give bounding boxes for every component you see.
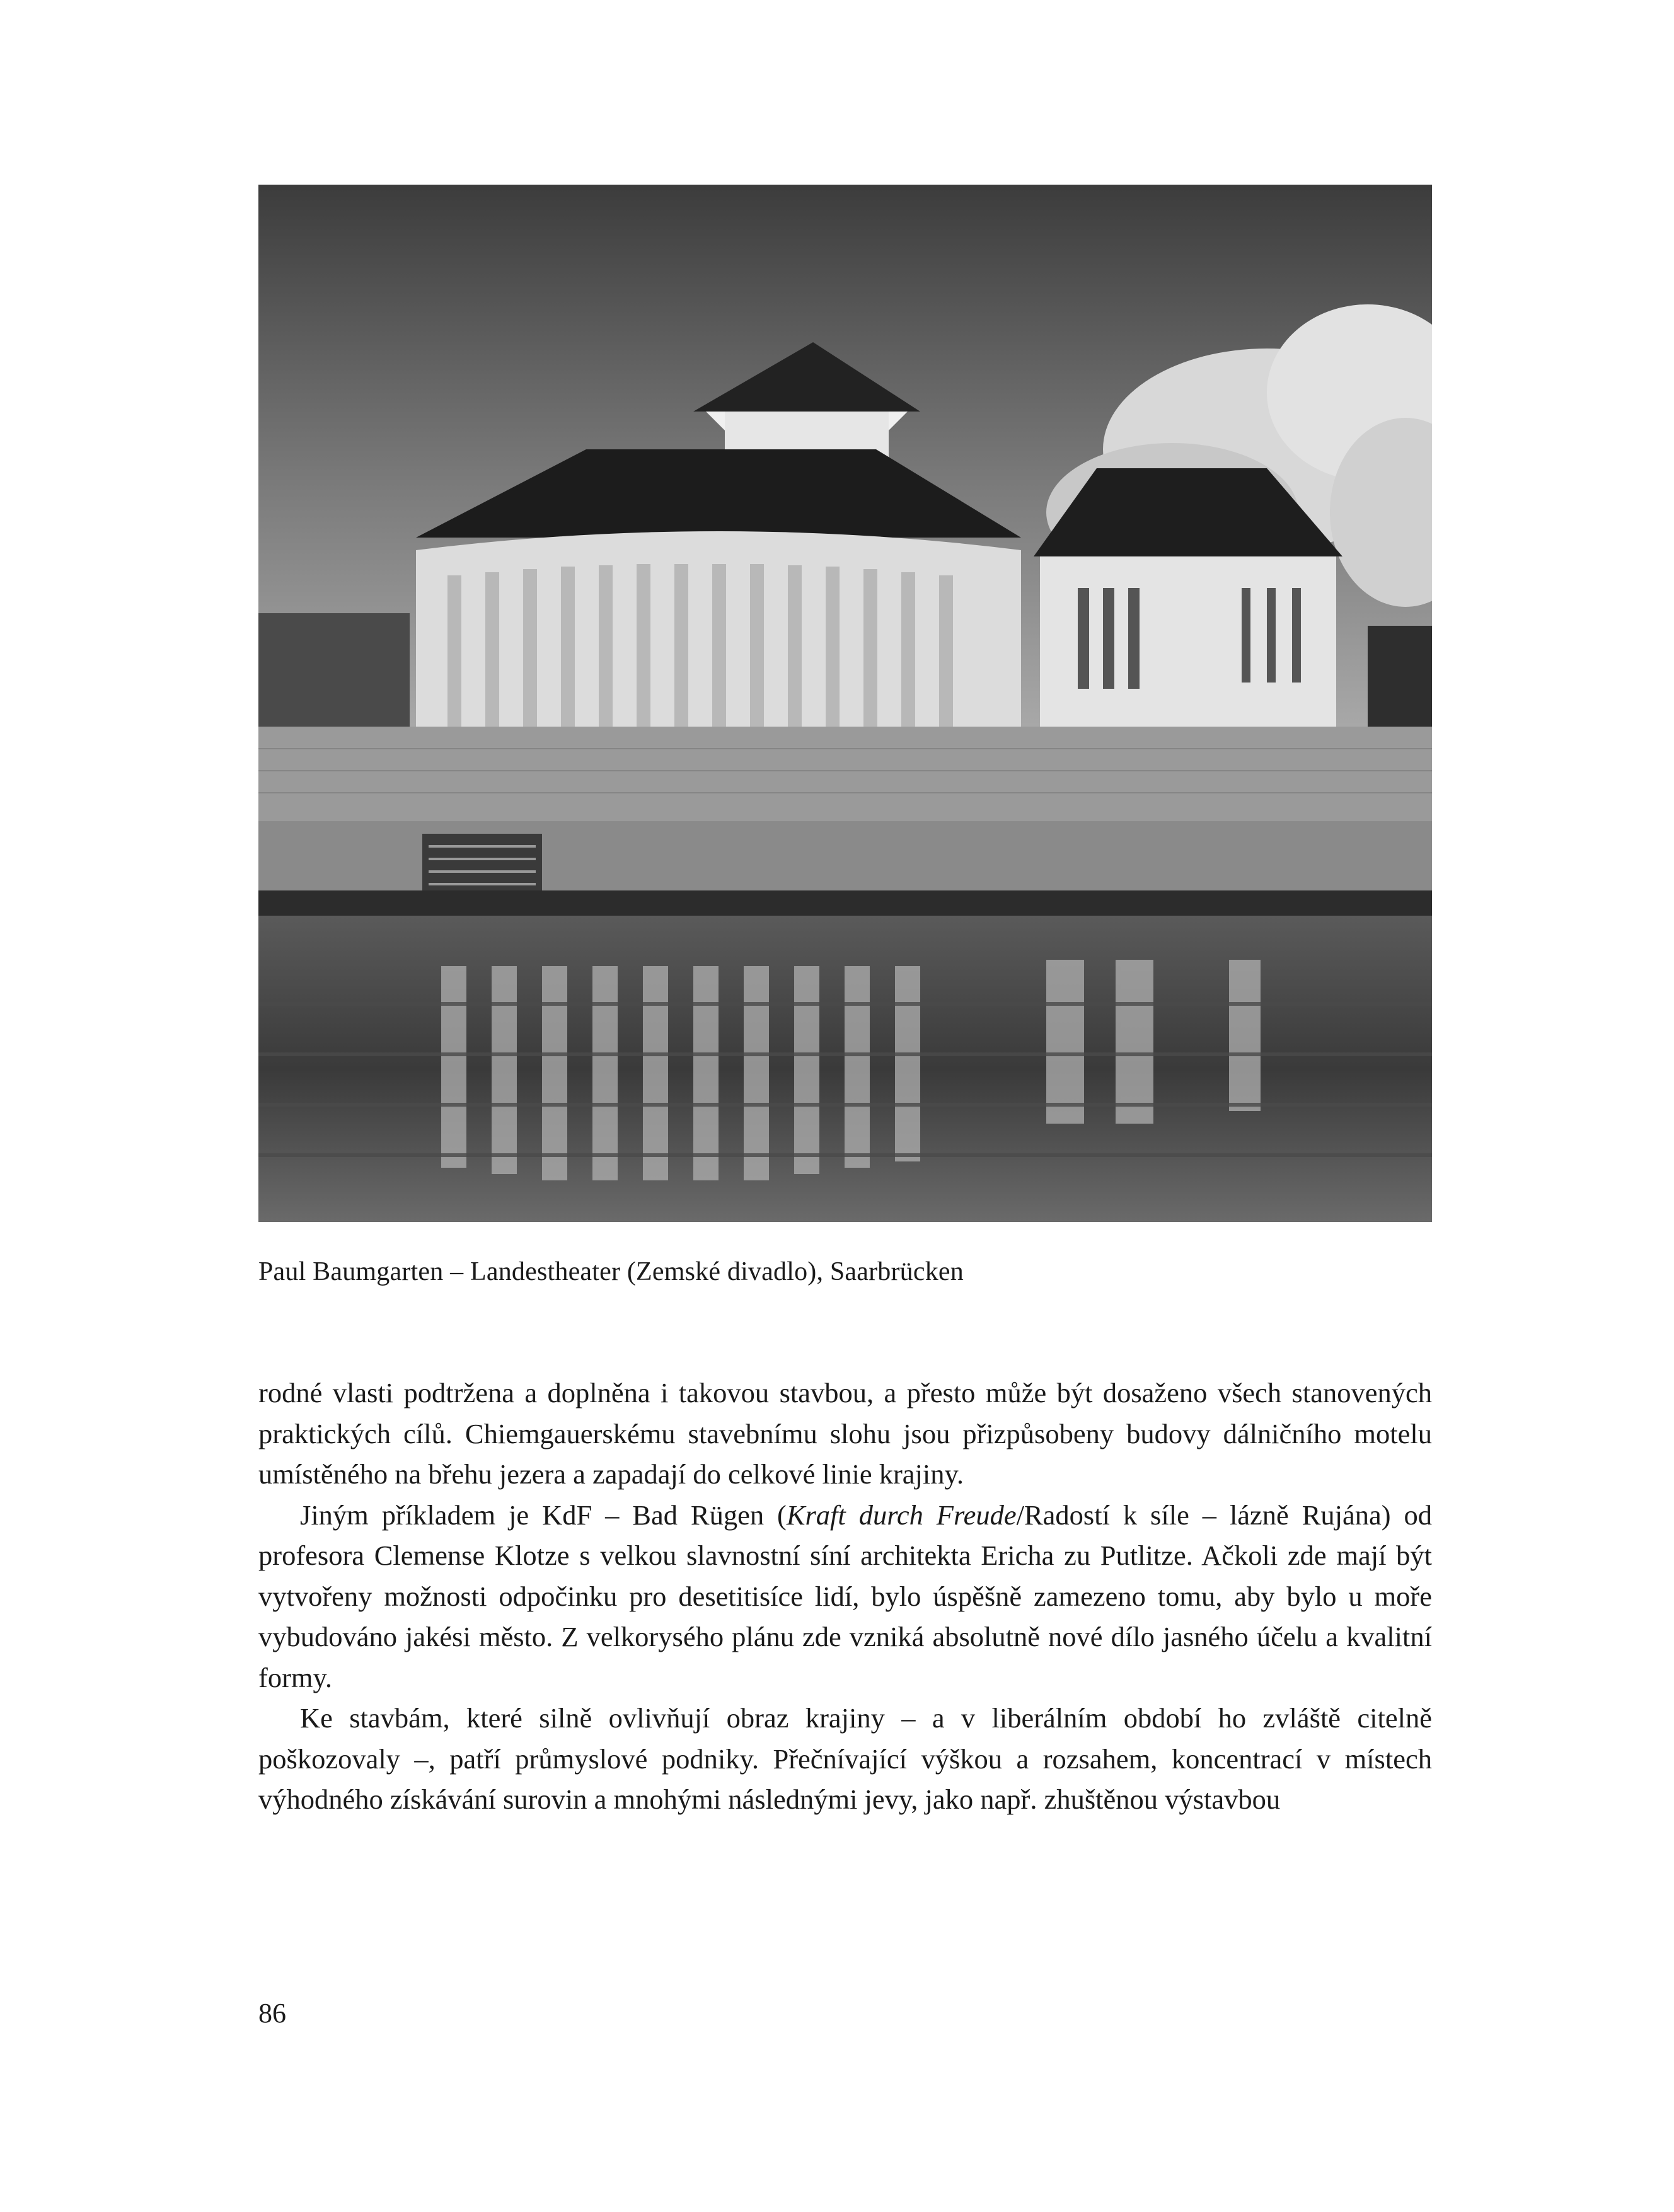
- figure-caption: Paul Baumgarten – Landestheater (Zemské divadlo), Saarbrücken: [258, 1257, 964, 1286]
- paragraph-2-end: /Radostí k síle – lázně Rujána) od profesora Clemense Klotze s velkou slavnostní síní architekta Ericha zu Putlitze. Ačkoli zde mají být vytvořeny možnosti odpočinku pro desetitisíce lidí, bylo úspěšně zamezeno tomu, aby bylo u moře vybudováno jakési město. Z velkorysého plánu zde vzniká absolutně nové dílo jasného účelu a kvalitní formy.: [258, 1499, 1433, 1693]
- paragraph-1: rodné vlasti podtržena a doplněna i takovou stavbou, a přesto může být dosaženo všech stanovených praktických cílů. Chiemgauerskému stavebnímu slohu jsou přizpůsobeny budovy dálničního motelu umístěného na břehu jezera a zapadají do celkové linie krajiny.: [258, 1377, 1432, 1490]
- paragraph-2: [258, 1495, 1432, 1698]
- body-text: [258, 1373, 1432, 1820]
- theater-photograph-drawing: [258, 185, 1432, 1222]
- paragraph-2-italic: Kraft durch Freude: [786, 1499, 1017, 1531]
- page-number: 86: [258, 1998, 286, 2029]
- theater-photograph: [258, 185, 1432, 1222]
- paragraph-2-start: Jiným příkladem je KdF – Bad Rügen (: [300, 1499, 787, 1531]
- paragraph-3: Ke stavbám, které silně ovlivňují obraz krajiny – a v liberálním období ho zvláště citelně poškozovaly –, patří průmyslové podniky. Přečnívající výškou a rozsahem, koncentrací v místech výhodného získávání surovin a mnohými následnými jevy, jako např. zhuštěnou výstavbou: [258, 1702, 1432, 1815]
